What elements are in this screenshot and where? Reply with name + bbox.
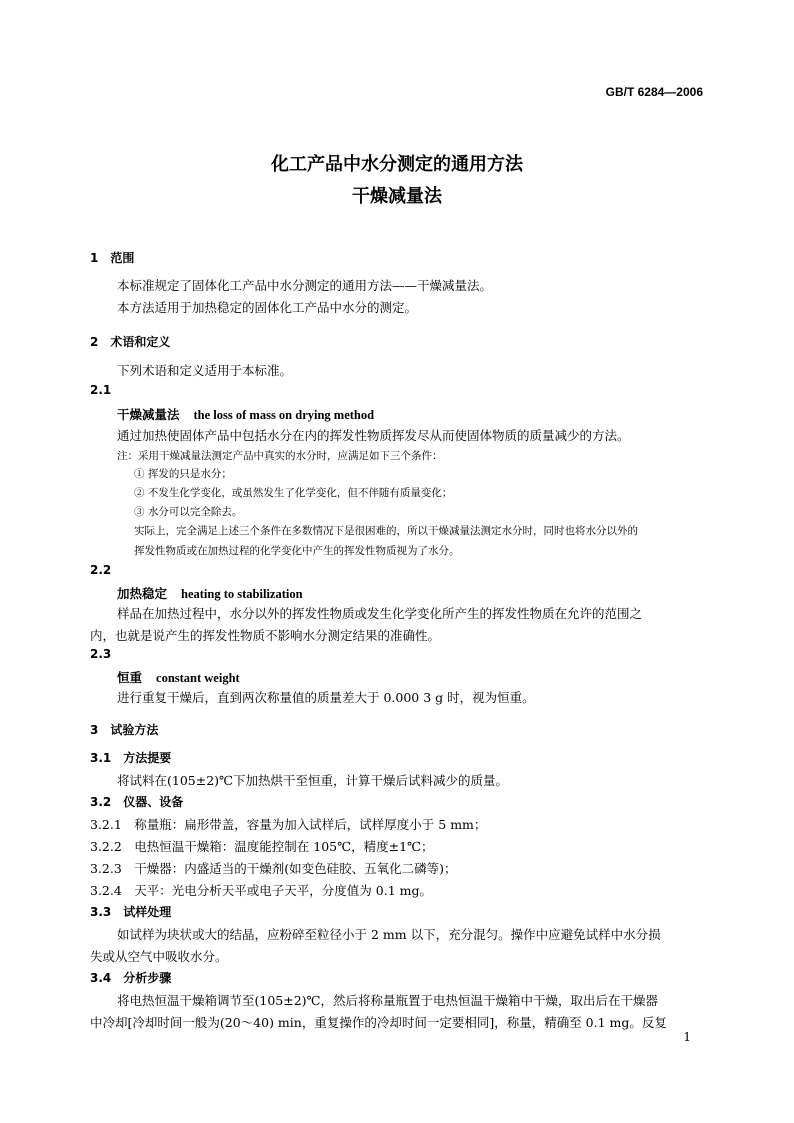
clause-2-2-term [117, 583, 303, 602]
term-cn: 加热稳定 [117, 586, 168, 601]
item-3-2-1: 3.2.1 称量瓶：扁形带盖，容量为加入试样后，试样厚度小于 5 mm； [90, 817, 487, 832]
section-3-3-heading: 3.3 试样处理 [90, 905, 172, 919]
section-3-3-line-2: 失或从空气中吸收水分。 [90, 949, 228, 964]
clause-2-2-number: 2.2 [90, 563, 112, 577]
section-3-4-line-1: 将电热恒温干燥箱调节至(105±2)℃，然后将称量瓶置于电热恒温干燥箱中干燥，取出后在干燥器 [117, 993, 659, 1008]
section-1-para-1: 本标准规定了固体化工产品中水分测定的通用方法——干燥减量法。 [117, 278, 493, 293]
term-en: constant weight [156, 671, 240, 685]
section-3-heading: 3 试验方法 [90, 723, 159, 737]
clause-2-3-body: 进行重复干燥后，直到两次称量值的质量差大于 0.000 3 g 时，视为恒重。 [117, 690, 535, 705]
clause-2-3-term [117, 667, 240, 686]
section-3-4-line-2: 中冷却[冷却时间一般为(20～40) min，重复操作的冷却时间一定要相同]，称量，精确至 0.1 mg。反复 [90, 1015, 667, 1030]
note-line-1: 实际上，完全满足上述三个条件在多数情况下是很困难的，所以干燥减量法测定水分时，同时也将水分以外的 [134, 525, 638, 537]
page-number: 1 [683, 1030, 691, 1044]
section-2-para-1: 下列术语和定义适用于本标准。 [117, 363, 293, 378]
section-3-1-heading: 3.1 方法提要 [90, 751, 172, 765]
standard-number: GB/T 6284—2006 [605, 85, 703, 99]
section-1-para-2: 本方法适用于加热稳定的固体化工产品中水分的测定。 [117, 300, 418, 315]
note-line-2: 挥发性物质或在加热过程的化学变化中产生的挥发性物质视为了水分。 [134, 545, 460, 557]
section-2-heading: 2 术语和定义 [90, 335, 171, 349]
note-intro: 注：采用干燥减量法测定产品中真实的水分时，应满足如下三个条件： [117, 450, 443, 462]
document-title: 化工产品中水分测定的通用方法 [271, 154, 523, 175]
section-3-3-line-1: 如试样为块状或大的结晶，应粉碎至粒径小于 2 mm 以下，充分混匀。操作中应避免试样中水分损 [117, 927, 661, 942]
section-1-heading: 1 范围 [90, 251, 135, 265]
clause-2-2-line-1: 样品在加热过程中，水分以外的挥发性物质或发生化学变化所产生的挥发性物质在允许的范围之 [117, 606, 643, 621]
document-subtitle: 干燥减量法 [352, 186, 442, 207]
term-cn: 恒重 [117, 670, 143, 685]
item-3-2-4: 3.2.4 天平：光电分析天平或电子天平，分度值为 0.1 mg。 [90, 883, 432, 898]
section-3-2-heading: 3.2 仪器、设备 [90, 795, 184, 809]
term-cn: 干燥减量法 [117, 407, 180, 422]
section-3-1-body: 将试料在(105±2)℃下加热烘干至恒重，计算干燥后试料减少的质量。 [117, 773, 509, 788]
note-condition-3: ③ 水分可以完全除去。 [134, 506, 243, 518]
section-3-4-heading: 3.4 分析步骤 [90, 971, 172, 985]
item-3-2-2: 3.2.2 电热恒温干燥箱：温度能控制在 105℃，精度±1℃； [90, 839, 434, 854]
clause-2-2-line-2: 内，也就是说产生的挥发性物质不影响水分测定结果的准确性。 [90, 628, 441, 643]
clause-2-1-body: 通过加热使固体产品中包括水分在内的挥发性物质挥发尽从而使固体物质的质量减少的方法。 [117, 428, 630, 443]
clause-2-1-term [117, 404, 374, 423]
note-condition-1: ① 挥发的只是水分； [134, 468, 232, 480]
term-en: the loss of mass on drying method [193, 408, 375, 422]
term-en: heating to stabilization [181, 587, 303, 601]
clause-2-1-number: 2.1 [90, 383, 112, 397]
clause-2-3-number: 2.3 [90, 647, 112, 661]
note-condition-2: ② 不发生化学变化，或虽然发生了化学变化，但不伴随有质量变化； [134, 487, 453, 499]
item-3-2-3: 3.2.3 干燥器：内盛适当的干燥剂(如变色硅胶、五氧化二磷等)； [90, 861, 457, 876]
